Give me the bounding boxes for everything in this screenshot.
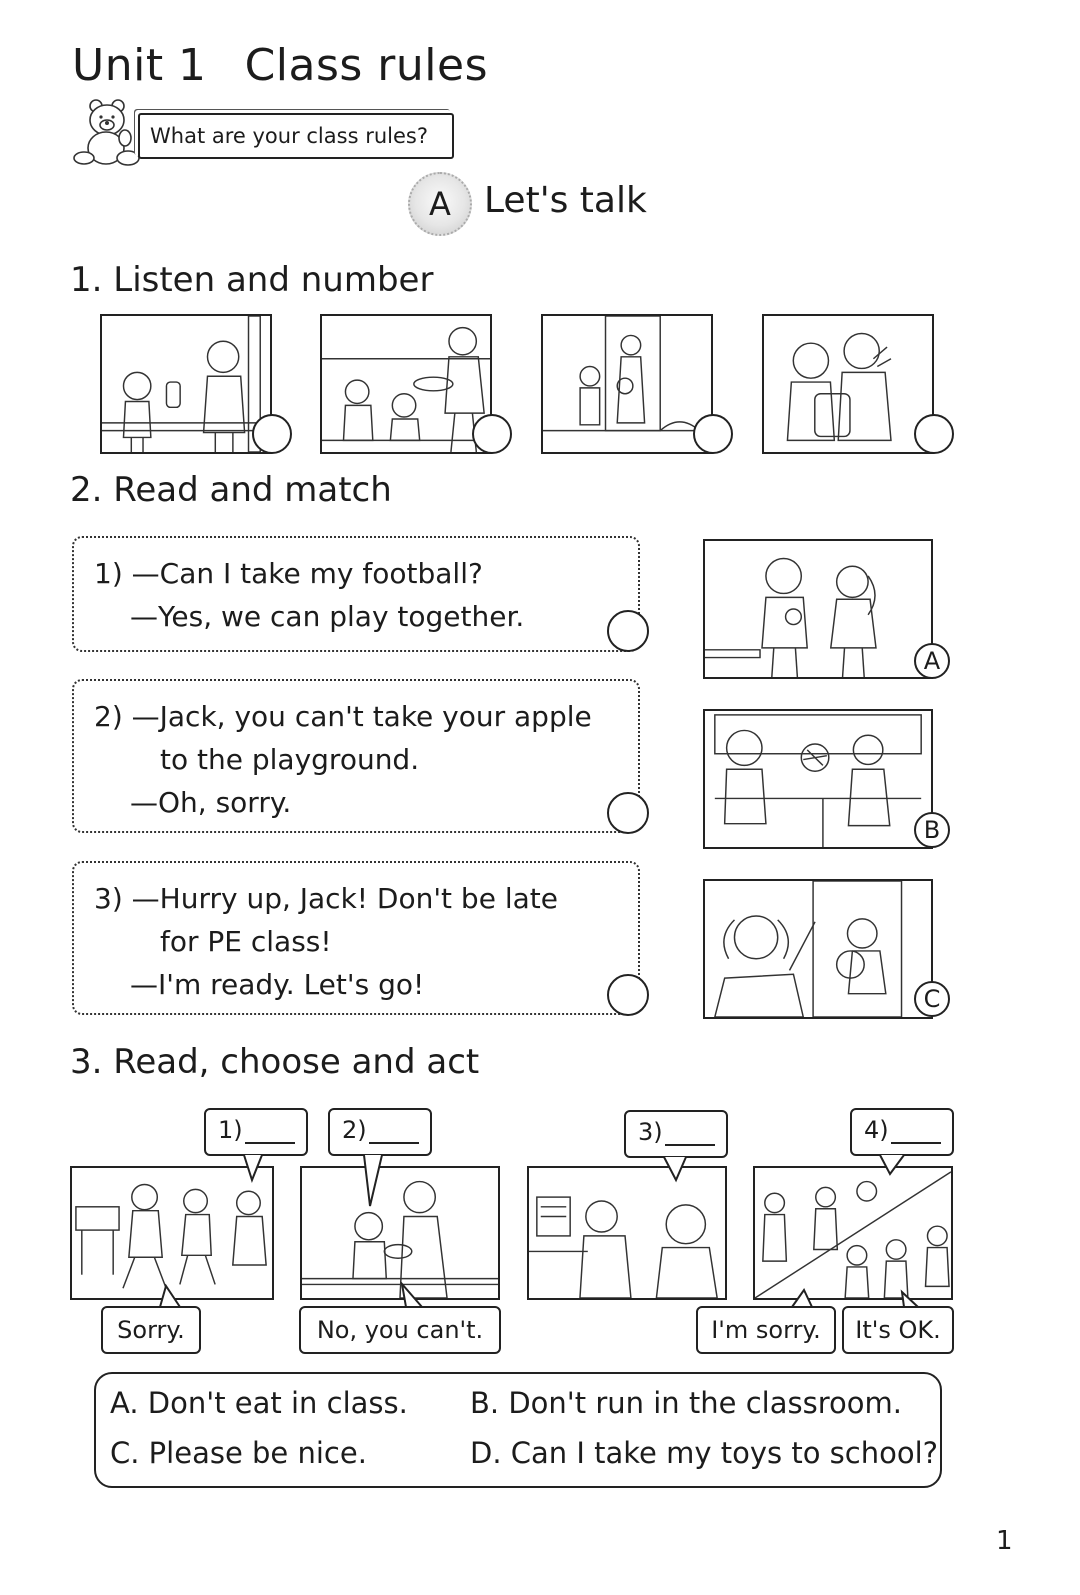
dialogue-line: 3) —Hurry up, Jack! Don't be late — [94, 882, 558, 915]
match-circle[interactable] — [607, 974, 649, 1016]
blank-bubble-1[interactable] — [204, 1108, 308, 1156]
unit-name: Class rules — [244, 40, 489, 91]
unit-title — [72, 40, 488, 91]
answer-blank — [245, 1118, 295, 1144]
match-picture-a — [703, 539, 933, 679]
option-a: A. Don't eat in class. — [110, 1386, 408, 1420]
act-picture-2 — [300, 1166, 500, 1300]
match-circle[interactable] — [607, 610, 649, 652]
answer-blank — [891, 1118, 941, 1144]
blank-bubble-3[interactable] — [624, 1110, 728, 1158]
unit-label: Unit 1 — [72, 40, 207, 91]
option-b: B. Don't run in the classroom. — [470, 1386, 902, 1420]
response-bubble-2: No, you can't. — [299, 1306, 501, 1354]
match-picture-c — [703, 879, 933, 1019]
act-picture-1 — [70, 1166, 274, 1300]
match-picture-b — [703, 709, 933, 849]
dialogue-line: 1) —Can I take my football? — [94, 557, 483, 590]
act-picture-4 — [753, 1166, 953, 1300]
dialogue-line: to the playground. — [160, 743, 420, 776]
options-box — [94, 1372, 942, 1488]
option-c: C. Please be nice. — [110, 1436, 367, 1470]
dialogue-line: —Oh, sorry. — [130, 786, 292, 819]
match-circle[interactable] — [607, 792, 649, 834]
dialogue-3 — [72, 861, 640, 1015]
dialogue-line: —Yes, we can play together. — [130, 600, 525, 633]
exercise-2-heading: 2. Read and match — [70, 470, 392, 510]
listen-picture-4 — [762, 314, 934, 454]
dialogue-1 — [72, 536, 640, 652]
response-bubble-1: Sorry. — [101, 1306, 201, 1354]
dialogue-line: 2) —Jack, you can't take your apple — [94, 700, 592, 733]
option-d: D. Can I take my toys to school? — [470, 1436, 939, 1470]
answer-circle[interactable] — [693, 414, 733, 454]
exercise-1-heading: 1. Listen and number — [70, 260, 434, 300]
class-rules-question: What are your class rules? — [138, 113, 454, 159]
blank-bubble-2[interactable] — [328, 1108, 432, 1156]
blank-bubble-4[interactable] — [850, 1108, 954, 1156]
listen-picture-1 — [100, 314, 272, 454]
answer-circle[interactable] — [252, 414, 292, 454]
answer-blank — [665, 1120, 715, 1146]
response-bubble-4: It's OK. — [842, 1306, 954, 1354]
act-picture-3 — [527, 1166, 727, 1300]
blank-number: 2) — [342, 1116, 367, 1144]
dialogue-line: —I'm ready. Let's go! — [130, 968, 425, 1001]
exercise-3-heading: 3. Read, choose and act — [70, 1042, 480, 1082]
response-bubble-3: I'm sorry. — [696, 1306, 836, 1354]
answer-circle[interactable] — [914, 414, 954, 454]
answer-circle[interactable] — [472, 414, 512, 454]
picture-label-b: B — [914, 812, 950, 848]
section-a-title: Let's talk — [484, 180, 647, 221]
picture-label-a: A — [914, 643, 950, 679]
dialogue-2 — [72, 679, 640, 833]
blank-number: 1) — [218, 1116, 243, 1144]
blank-number: 3) — [638, 1118, 663, 1146]
listen-picture-3 — [541, 314, 713, 454]
page-number: 1 — [996, 1526, 1013, 1556]
dialogue-line: for PE class! — [160, 925, 332, 958]
picture-label-c: C — [914, 981, 950, 1017]
listen-picture-2 — [320, 314, 492, 454]
blank-number: 4) — [864, 1116, 889, 1144]
answer-blank — [369, 1118, 419, 1144]
section-a-badge: A — [408, 172, 472, 236]
